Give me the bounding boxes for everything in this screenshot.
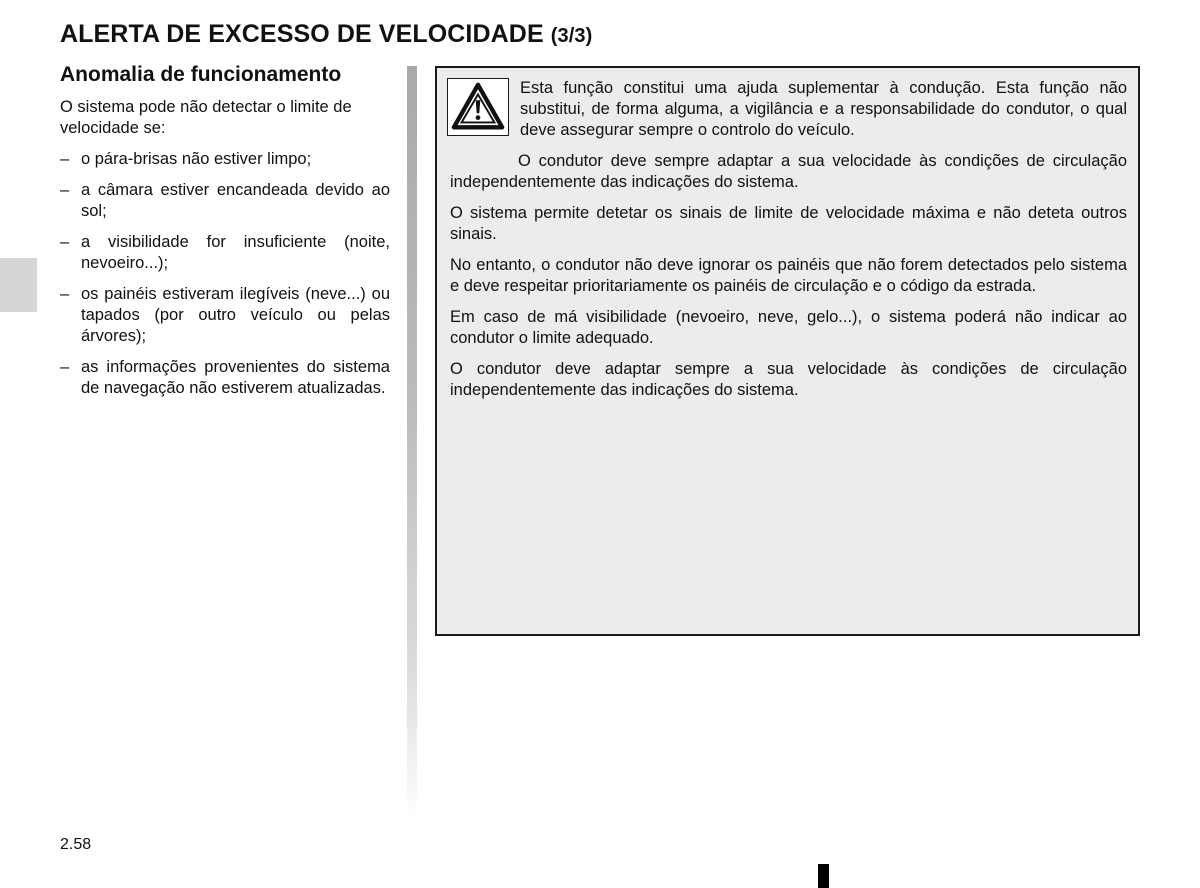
- page-number: 2.58: [60, 836, 92, 853]
- warning-paragraph: Esta função constitui uma ajuda suplementar à condução. Esta função não substitui, de forma alguma, a vigilância e a responsabilidade do condutor, o qual deve assegurar sempre o controlo do veículo.: [520, 79, 1127, 139]
- left-column: [60, 62, 390, 409]
- list-dash: –: [60, 285, 70, 303]
- list-item: [60, 149, 390, 170]
- page-title: [60, 20, 592, 49]
- list-dash: –: [60, 150, 70, 168]
- list-dash: –: [60, 358, 70, 376]
- page-edge-mark: [818, 864, 829, 888]
- list-dash: –: [60, 233, 70, 251]
- warning-paragraph: O sistema permite detetar os sinais de limite de velocidade máxima e não deteta outros sinais.: [450, 204, 1127, 243]
- page-title-text: ALERTA DE EXCESSO DE VELOCIDADE: [60, 20, 544, 48]
- list-item-text: a câmara estiver encandeada devido ao sol;: [81, 181, 390, 220]
- section-intro: O sistema pode não detectar o limite de velocidade se:: [60, 98, 352, 137]
- warning-paragraph: No entanto, o condutor não deve ignorar os painéis que não forem detectados pelo sistema e deve respeitar prioritariamente os painéis de circulação e o código da estrada.: [450, 256, 1127, 295]
- warning-paragraph: O condutor deve adaptar sempre a sua velocidade às condições de circulação independentemente das indicações do sistema.: [450, 360, 1127, 399]
- list-item: [60, 232, 390, 274]
- column-divider: [407, 66, 417, 821]
- list-item-text: os painéis estiveram ilegíveis (neve...) ou tapados (por outro veículo ou pelas árvores);: [81, 285, 390, 345]
- chapter-side-tab: [0, 258, 37, 312]
- list-item: [60, 357, 390, 399]
- list-dash: –: [60, 181, 70, 199]
- list-item: [60, 180, 390, 222]
- conditions-list: [60, 149, 390, 399]
- page-title-part-indicator: (3/3): [550, 25, 593, 47]
- warning-paragraph: Em caso de má visibilidade (nevoeiro, neve, gelo...), o sistema poderá não indicar ao condutor o limite adequado.: [450, 308, 1127, 347]
- section-heading: Anomalia de funcionamento: [60, 63, 342, 86]
- list-item-text: a visibilidade for insuficiente (noite, nevoeiro...);: [81, 233, 390, 272]
- list-item-text: o pára-brisas não estiver limpo;: [81, 150, 312, 168]
- warning-box: [435, 66, 1140, 636]
- warning-paragraph: O condutor deve sempre adaptar a sua velocidade às condições de circulação independentemente das indicações do sistema.: [450, 152, 1127, 191]
- list-item-text: as informações provenientes do sistema de navegação não estiverem atualizadas.: [81, 358, 390, 397]
- warning-content: [450, 78, 1127, 411]
- list-item: [60, 284, 390, 347]
